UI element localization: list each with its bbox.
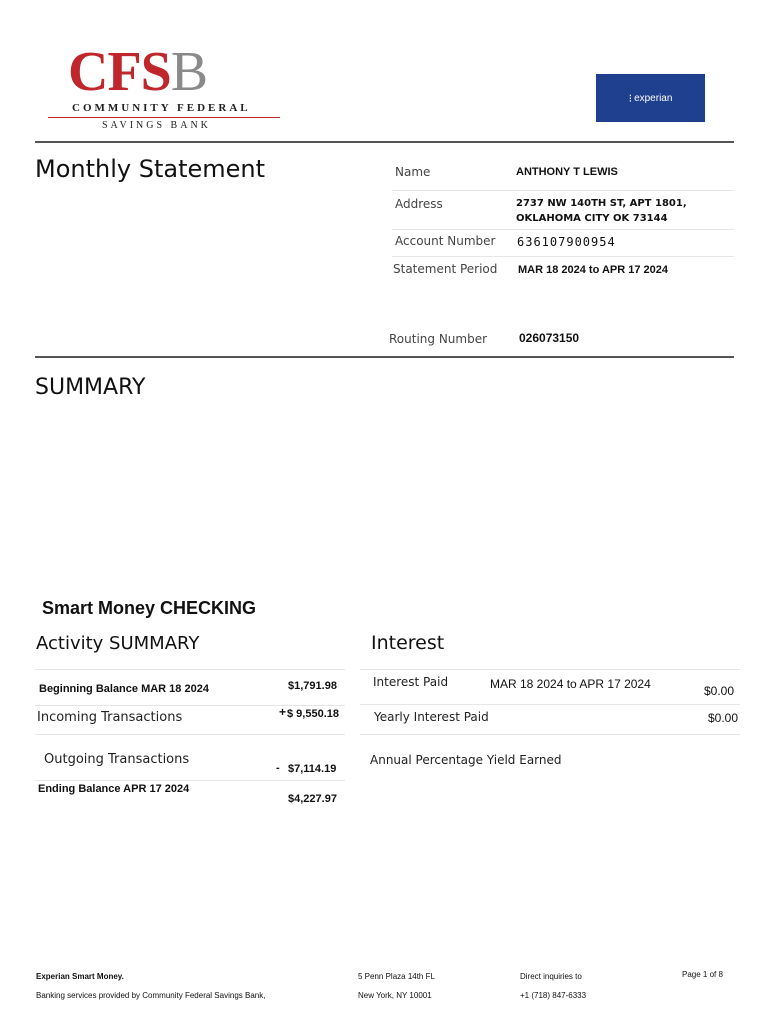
ending-balance-value: $4,227.97 bbox=[288, 793, 337, 805]
logo-line1: COMMUNITY FEDERAL bbox=[72, 102, 251, 114]
statement-period-label: Statement Period bbox=[393, 262, 498, 276]
outgoing-transactions-value: $7,114.19 bbox=[288, 763, 337, 775]
outgoing-transactions-label: Outgoing Transactions bbox=[44, 752, 190, 767]
address-label: Address bbox=[395, 197, 443, 211]
logo-letters: CFSB bbox=[68, 41, 208, 103]
logo-rule bbox=[48, 117, 280, 118]
row-divider bbox=[35, 734, 345, 735]
row-divider bbox=[35, 705, 345, 706]
footer-provider: Banking services provided by Community Federal Savings Bank, bbox=[36, 991, 266, 1000]
header-divider bbox=[35, 141, 734, 143]
activity-summary-title: Activity SUMMARY bbox=[36, 633, 200, 654]
product-title: Smart Money CHECKING bbox=[42, 598, 257, 618]
outgoing-sign: - bbox=[276, 762, 280, 774]
footer-address-line2: New York, NY 10001 bbox=[358, 991, 432, 1000]
account-number-label: Account Number bbox=[395, 234, 496, 248]
name-label: Name bbox=[395, 165, 431, 179]
footer-address-line1: 5 Penn Plaza 14th FL bbox=[358, 972, 435, 981]
yearly-interest-label: Yearly Interest Paid bbox=[374, 710, 489, 724]
interest-paid-value: $0.00 bbox=[704, 684, 735, 698]
logo-line2: SAVINGS BANK bbox=[102, 120, 211, 131]
row-divider bbox=[35, 669, 345, 670]
name-value: ANTHONY T LEWIS bbox=[516, 166, 618, 178]
summary-title: SUMMARY bbox=[35, 375, 146, 400]
footer-phone: +1 (718) 847-6333 bbox=[520, 991, 587, 1000]
page-number: Page 1 of 8 bbox=[682, 970, 723, 979]
ending-balance-label: Ending Balance APR 17 2024 bbox=[38, 783, 190, 795]
statement-period-value: MAR 18 2024 to APR 17 2024 bbox=[518, 264, 668, 276]
apy-label: Annual Percentage Yield Earned bbox=[370, 753, 562, 767]
address-line1: 2737 NW 140TH ST, APT 1801, bbox=[516, 198, 687, 209]
incoming-transactions-value: $ 9,550.18 bbox=[287, 708, 339, 720]
row-divider bbox=[360, 734, 740, 735]
incoming-sign: + bbox=[279, 705, 287, 719]
yearly-interest-value: $0.00 bbox=[708, 711, 739, 725]
row-divider bbox=[360, 704, 740, 705]
address-line2: OKLAHOMA CITY OK 73144 bbox=[516, 213, 668, 224]
experian-dots-icon: ⁝ bbox=[628, 92, 633, 105]
details-divider bbox=[35, 356, 734, 358]
beginning-balance-value: $1,791.98 bbox=[288, 680, 337, 692]
row-divider bbox=[392, 190, 734, 191]
interest-title: Interest bbox=[371, 632, 445, 654]
routing-number-value: 026073150 bbox=[519, 331, 580, 345]
footer-inquiries: Direct inquiries to bbox=[520, 972, 582, 981]
row-divider bbox=[392, 229, 734, 230]
footer-brand: Experian Smart Money. bbox=[36, 972, 124, 981]
bank-logo bbox=[40, 42, 280, 137]
beginning-balance-label: Beginning Balance MAR 18 2024 bbox=[39, 683, 209, 695]
page-title: Monthly Statement bbox=[35, 155, 266, 183]
routing-number-label: Routing Number bbox=[389, 332, 488, 346]
row-divider bbox=[35, 780, 345, 781]
interest-paid-label: Interest Paid bbox=[373, 675, 449, 689]
experian-badge-text: experian bbox=[634, 92, 673, 104]
account-number-value: 636107900954 bbox=[517, 235, 616, 249]
incoming-transactions-label: Incoming Transactions bbox=[37, 710, 183, 725]
experian-badge bbox=[596, 74, 705, 122]
row-divider bbox=[360, 669, 740, 670]
row-divider bbox=[392, 256, 734, 257]
interest-paid-period: MAR 18 2024 to APR 17 2024 bbox=[490, 677, 651, 691]
